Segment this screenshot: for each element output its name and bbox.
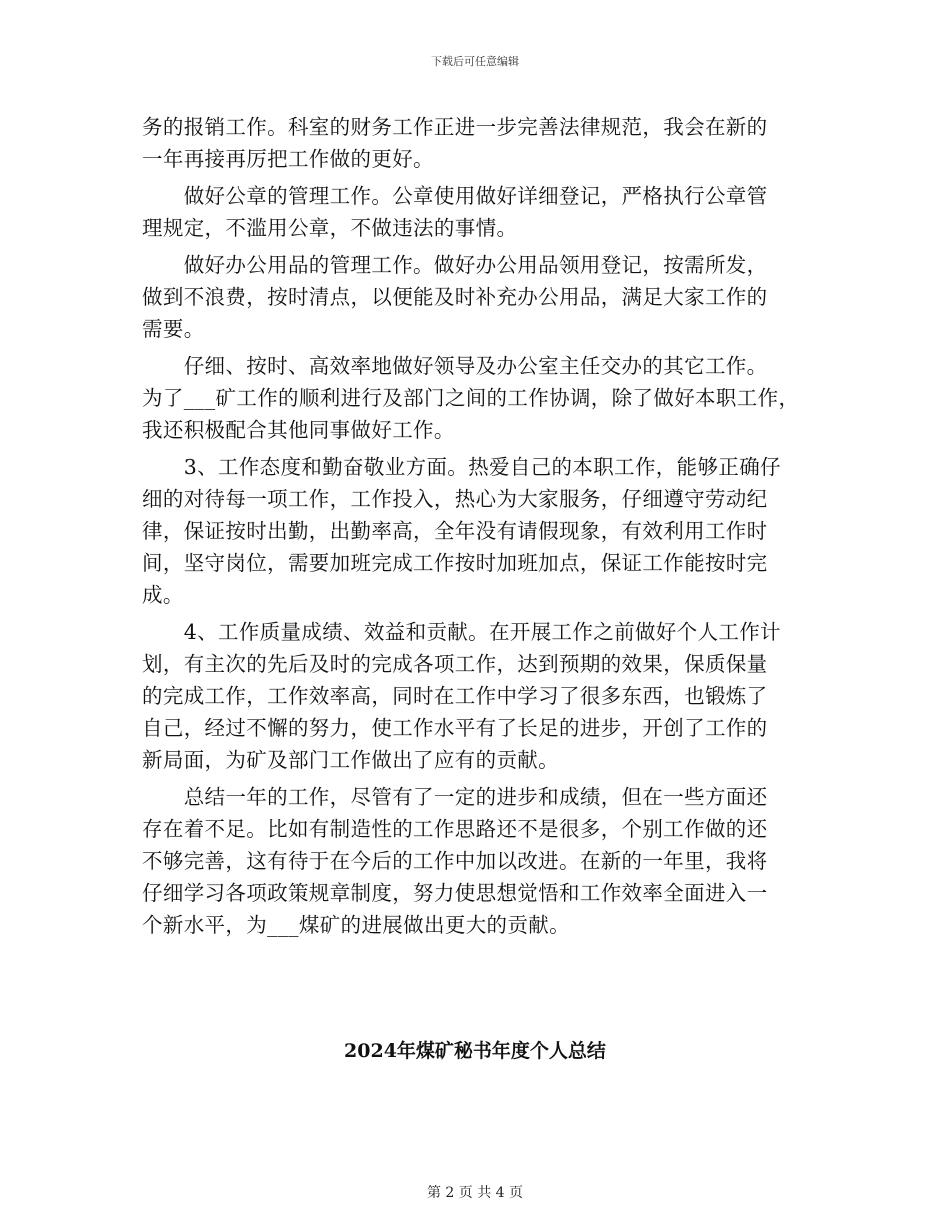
body-line: 一年再接再厉把工作做的更好。 (142, 147, 434, 171)
page-number: 第 2 页 共 4 页 (426, 1185, 524, 1201)
body-line: 个新水平，为___煤矿的进展做出更大的贡献。 (142, 913, 570, 937)
document-body (142, 111, 814, 941)
body-line: 做到不浪费，按时清点，以便能及时补充办公用品，满足大家工作的 (142, 285, 768, 309)
body-line: 间，坚守岗位，需要加班完成工作按时加班加点，保证工作能按时完 (142, 551, 768, 575)
body-line: 成。 (142, 583, 184, 607)
page-header: 下载后可任意编辑 (431, 55, 519, 68)
body-line: 仔细、按时、高效率地做好领导及办公室主任交办的其它工作。 (142, 354, 768, 378)
body-line: 不够完善，这有待于在今后的工作中加以改进。在新的一年里，我将 (142, 849, 768, 873)
body-line: 细的对待每一项工作，工作投入，热心为大家服务，仔细遵守劳动纪 (142, 487, 768, 511)
body-line: 存在着不足。比如有制造性的工作思路还不是很多，个别工作做的还 (142, 817, 768, 841)
body-line: 4、工作质量成绩、效益和贡献。在开展工作之前做好个人工作计 (142, 620, 781, 644)
body-line: 律，保证按时出勤，出勤率高，全年没有请假现象，有效利用工作时 (142, 519, 768, 543)
body-line: 我还积极配合其他同事做好工作。 (142, 418, 455, 442)
body-line: 自己，经过不懈的努力，使工作水平有了长足的进步，开创了工作的 (142, 716, 768, 740)
body-line: 为了___矿工作的顺利进行及部门之间的工作协调，除了做好本职工作， (142, 386, 800, 410)
body-line: 划，有主次的先后及时的完成各项工作，达到预期的效果，保质保量 (142, 652, 768, 676)
section-title: 2024年煤矿秘书年度个人总结 (344, 1040, 606, 1062)
body-line: 3、工作态度和勤奋敬业方面。热爱自己的本职工作，能够正确仔 (142, 455, 781, 479)
body-line: 的完成工作，工作效率高，同时在工作中学习了很多东西，也锻炼了 (142, 684, 768, 708)
body-line: 仔细学习各项政策规章制度，努力使思想觉悟和工作效率全面进入一 (142, 881, 768, 905)
body-line: 做好公章的管理工作。公章使用做好详细登记，严格执行公章管 (142, 184, 768, 208)
body-line: 需要。 (142, 317, 205, 341)
body-line: 务的报销工作。科室的财务工作正进一步完善法律规范，我会在新的 (142, 115, 768, 139)
body-line: 总结一年的工作，尽管有了一定的进步和成绩，但在一些方面还 (142, 785, 768, 809)
body-line: 新局面，为矿及部门工作做出了应有的贡献。 (142, 748, 559, 772)
body-line: 做好办公用品的管理工作。做好办公用品领用登记，按需所发， (142, 253, 768, 277)
body-line: 理规定，不滥用公章，不做违法的事情。 (142, 216, 518, 240)
